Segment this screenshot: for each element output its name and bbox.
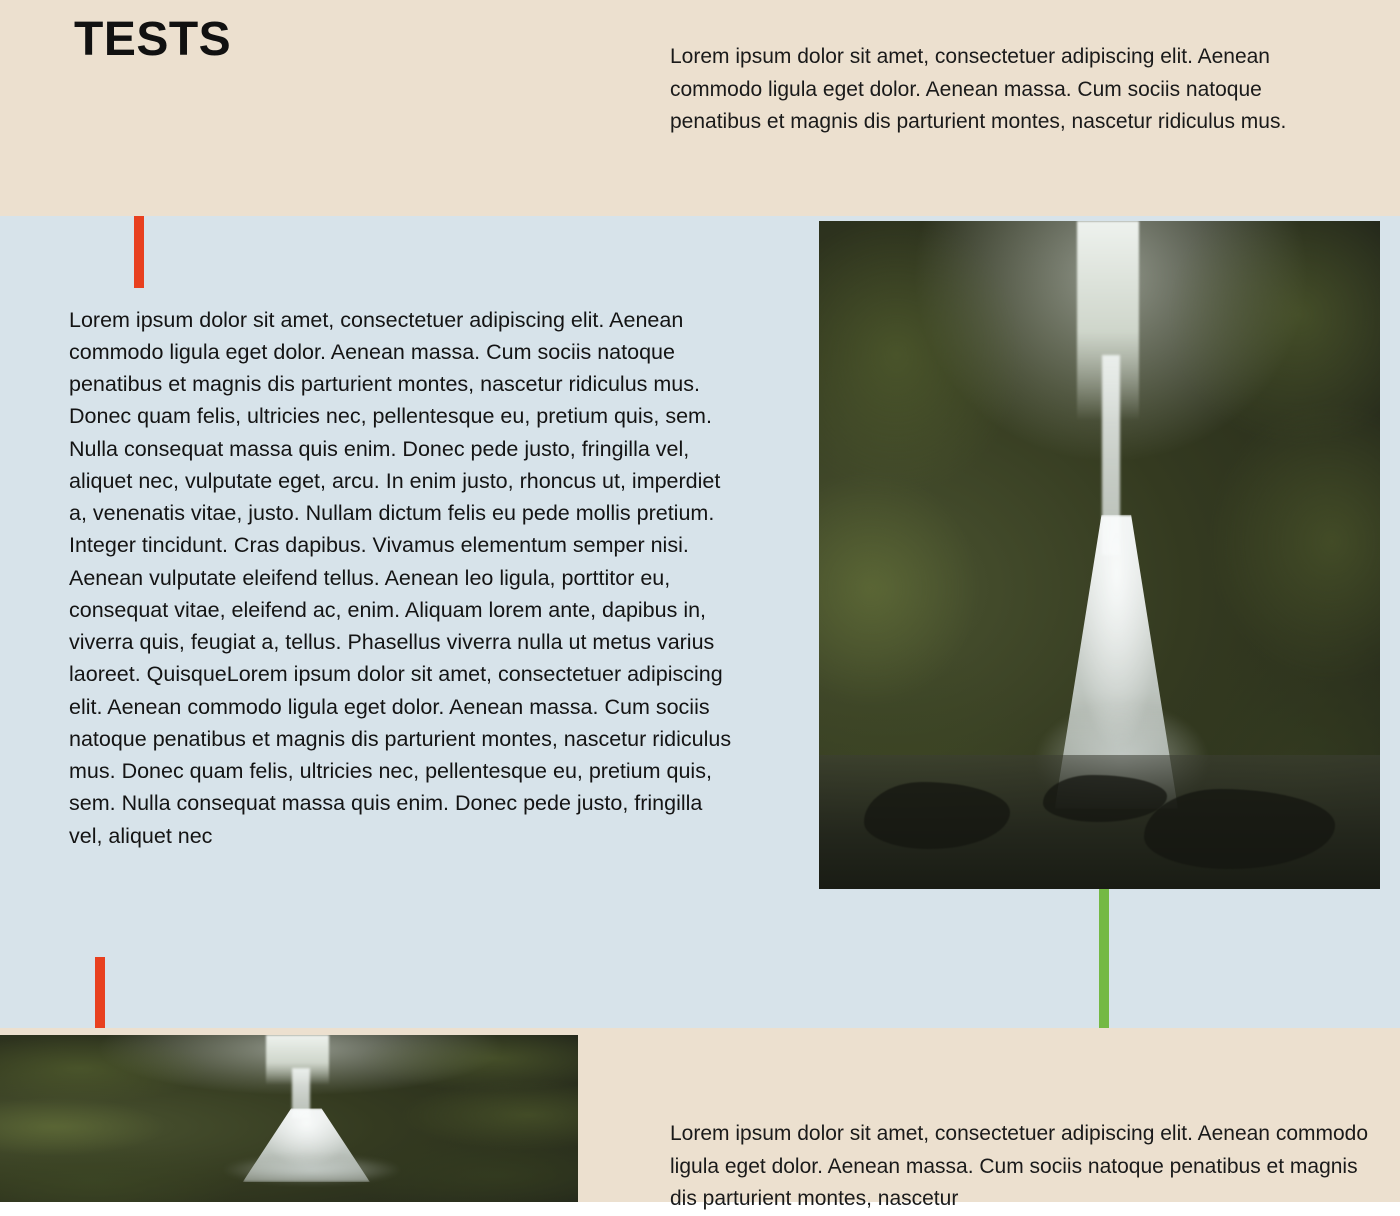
intro-paragraph: Lorem ipsum dolor sit amet, consectetuer adipiscing elit. Aenean commodo ligula eget dolor. Aenean massa. Cum sociis natoque penatibus et magnis dis parturient montes, nascetur ridiculus mus. [670, 45, 1287, 134]
body-paragraph: Lorem ipsum dolor sit amet, consectetuer adipiscing elit. Aenean commodo ligula eget dolor. Aenean massa. Cum sociis natoque penatibus et magnis dis parturient montes, nascetur ridiculus mus. Donec quam felis, ultricies nec, pellentesque eu, pretium quis, sem. Nulla consequat massa quis enim. Donec pede justo, fringilla vel, aliquet nec, vulputate eget, arcu. In enim justo, rhoncus ut, imperdiet a, venenatis vitae, justo. Nullam dictum felis eu pede mollis pretium. Integer tincidunt. Cras dapibus. Vivamus elementum semper nisi. Aenean vulputate eleifend tellus. Aenean leo ligula, porttitor eu, consequat vitae, eleifend ac, enim. Aliquam lorem ante, dapibus in, viverra quis, feugiat a, tellus. Phasellus viverra nulla ut metus varius laoreet. QuisqueLorem ipsum dolor sit amet, consectetuer adipiscing elit. Aenean commodo ligula eget dolor. Aenean massa. Cum sociis natoque penatibus et magnis dis parturient montes, nascetur ridiculus mus. Donec quam felis, ultricies nec, pellentesque eu, pretium quis, sem. Nulla consequat massa quis enim. Donec pede justo, fringilla vel, aliquet nec [69, 307, 732, 848]
waterfall-mist [208, 1155, 416, 1192]
page-title: TESTS [74, 13, 232, 66]
accent-bar-green [1099, 889, 1109, 1035]
waterfall-scene-bottom [0, 1035, 578, 1202]
waterfall-photo-bottom [0, 1035, 578, 1202]
accent-bar-red-bottom [95, 957, 105, 1034]
accent-bar-red-top [134, 216, 144, 288]
outro-paragraph: Lorem ipsum dolor sit amet, consectetuer adipiscing elit. Aenean commodo ligula eget dolor. Aenean massa. Cum sociis natoque penatibus et magnis dis parturient montes, nascetur [670, 1122, 1369, 1211]
waterfall-photo-main [819, 221, 1380, 889]
waterfall-scene [819, 221, 1380, 889]
